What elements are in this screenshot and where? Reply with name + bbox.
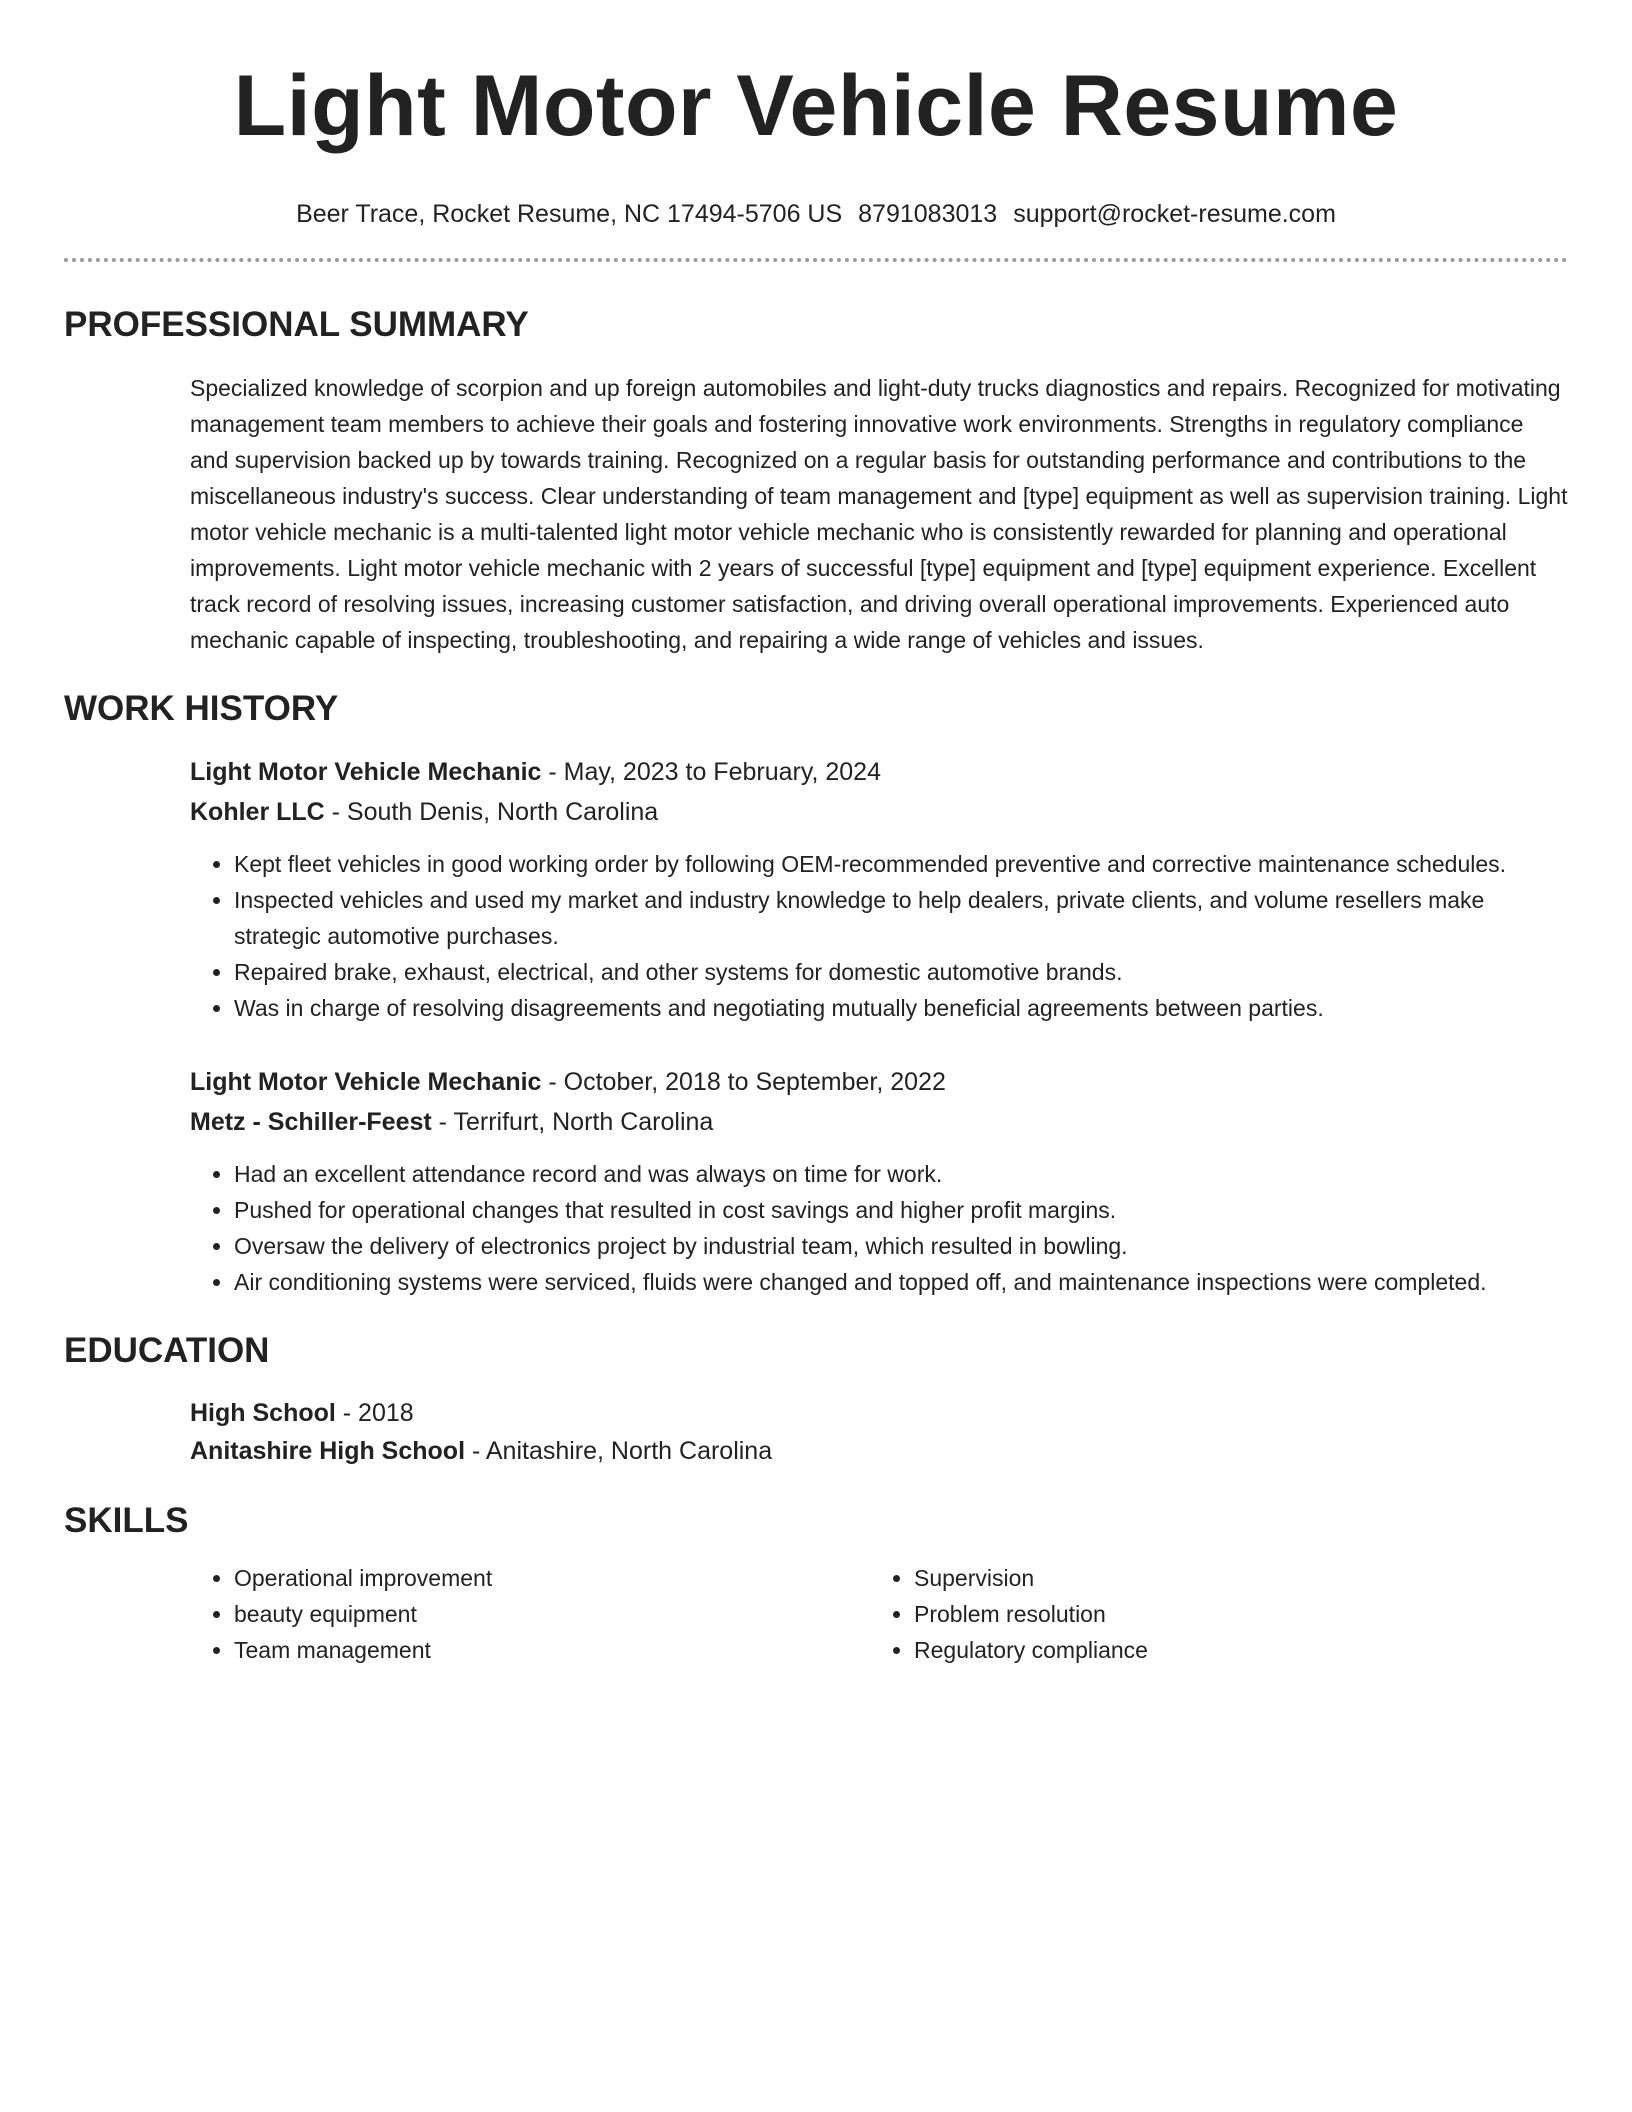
- job-entry: [190, 752, 1568, 1026]
- summary-paragraph: Specialized knowledge of scorpion and up foreign automobiles and light-duty trucks diagnostics and repairs. Recognized for motivating management team members to achieve their goals and fostering innovative work environments. Strengths in regulatory compliance and supervision backed up by towards training. Recognized on a regular basis for outstanding performance and contributions to the miscellaneous industry's success. Clear understanding of team management and [type] equipment as well as supervision training. Light motor vehicle mechanic is a multi-talented light motor vehicle mechanic who is consistently rewarded for planning and operational improvements. Light motor vehicle mechanic with 2 years of successful [type] equipment and [type] equipment experience. Excellent track record of resolving issues, increasing customer satisfaction, and driving overall operational improvements. Experienced auto mechanic capable of inspecting, troubleshooting, and repairing a wide range of vehicles and issues.: [190, 375, 1568, 653]
- job-company-line: [190, 1102, 1568, 1142]
- job-title-line: [190, 752, 1568, 792]
- skills-column-left: [190, 1560, 870, 1668]
- job-location: - Terrifurt, North Carolina: [431, 1108, 714, 1136]
- job-title: Light Motor Vehicle Mechanic: [190, 1068, 542, 1096]
- job-company: Metz - Schiller-Feest: [190, 1108, 432, 1136]
- list-item: • Inspected vehicles and used my market and industry knowledge to help dealers, private clients, and volume resellers make strategic automotive purchases.: [234, 882, 1568, 954]
- job-title: Light Motor Vehicle Mechanic: [190, 758, 542, 786]
- contact-phone: 8791083013: [858, 200, 998, 228]
- job-company: Kohler LLC: [190, 798, 325, 826]
- education-location: - Anitashire, North Carolina: [465, 1437, 773, 1465]
- list-item: • Repaired brake, exhaust, electrical, and other systems for domestic automotive brands.: [234, 954, 1568, 990]
- job-title-line: [190, 1062, 1568, 1102]
- education-degree: High School: [190, 1399, 336, 1427]
- job-bullets: [190, 1156, 1568, 1300]
- section-education: [64, 1330, 1568, 1470]
- list-item: • Oversaw the delivery of electronics project by industrial team, which resulted in bowling.: [234, 1228, 1568, 1264]
- list-item: • Problem resolution: [914, 1596, 1514, 1632]
- section-heading: SKILLS: [64, 1501, 189, 1540]
- list-item: • Pushed for operational changes that resulted in cost savings and higher profit margins.: [234, 1192, 1568, 1228]
- education-school-line: [190, 1432, 1568, 1470]
- resume-title: Light Motor Vehicle Resume: [233, 58, 1399, 154]
- skills-column-right: [870, 1560, 1514, 1668]
- list-item: • Air conditioning systems were serviced, fluids were changed and topped off, and maintenance inspections were completed.: [234, 1264, 1568, 1300]
- section-heading: PROFESSIONAL SUMMARY: [64, 305, 529, 344]
- job-dates: - May, 2023 to February, 2024: [541, 758, 881, 786]
- section-heading: EDUCATION: [64, 1331, 270, 1370]
- list-item: • Supervision: [914, 1560, 1514, 1596]
- job-company-line: [190, 792, 1568, 832]
- list-item: • Regulatory compliance: [914, 1632, 1514, 1668]
- job-dates: - October, 2018 to September, 2022: [541, 1068, 946, 1096]
- education-year: - 2018: [335, 1399, 414, 1427]
- job-bullets: [190, 846, 1568, 1026]
- job-location: - South Denis, North Carolina: [324, 798, 659, 826]
- education-school: Anitashire High School: [190, 1437, 466, 1465]
- list-item: • Team management: [234, 1632, 870, 1668]
- list-item: • Operational improvement: [234, 1560, 870, 1596]
- section-work-history: [64, 688, 1568, 1300]
- contact-email: support@rocket-resume.com: [1013, 200, 1336, 228]
- skills-grid: [190, 1560, 1568, 1668]
- section-heading: WORK HISTORY: [64, 689, 339, 728]
- contact-address: Beer Trace, Rocket Resume, NC 17494-5706 US: [296, 200, 843, 228]
- section-professional-summary: [64, 304, 1568, 658]
- contact-info: [64, 198, 1568, 230]
- job-entry: [190, 1062, 1568, 1300]
- list-item: • beauty equipment: [234, 1596, 870, 1632]
- education-degree-line: [190, 1394, 1568, 1432]
- section-skills: [64, 1500, 1568, 1668]
- list-item: • Kept fleet vehicles in good working order by following OEM-recommended preventive and corrective maintenance schedules.: [234, 846, 1568, 882]
- header-divider: [64, 258, 1568, 262]
- list-item: • Was in charge of resolving disagreements and negotiating mutually beneficial agreements between parties.: [234, 990, 1568, 1026]
- list-item: • Had an excellent attendance record and was always on time for work.: [234, 1156, 1568, 1192]
